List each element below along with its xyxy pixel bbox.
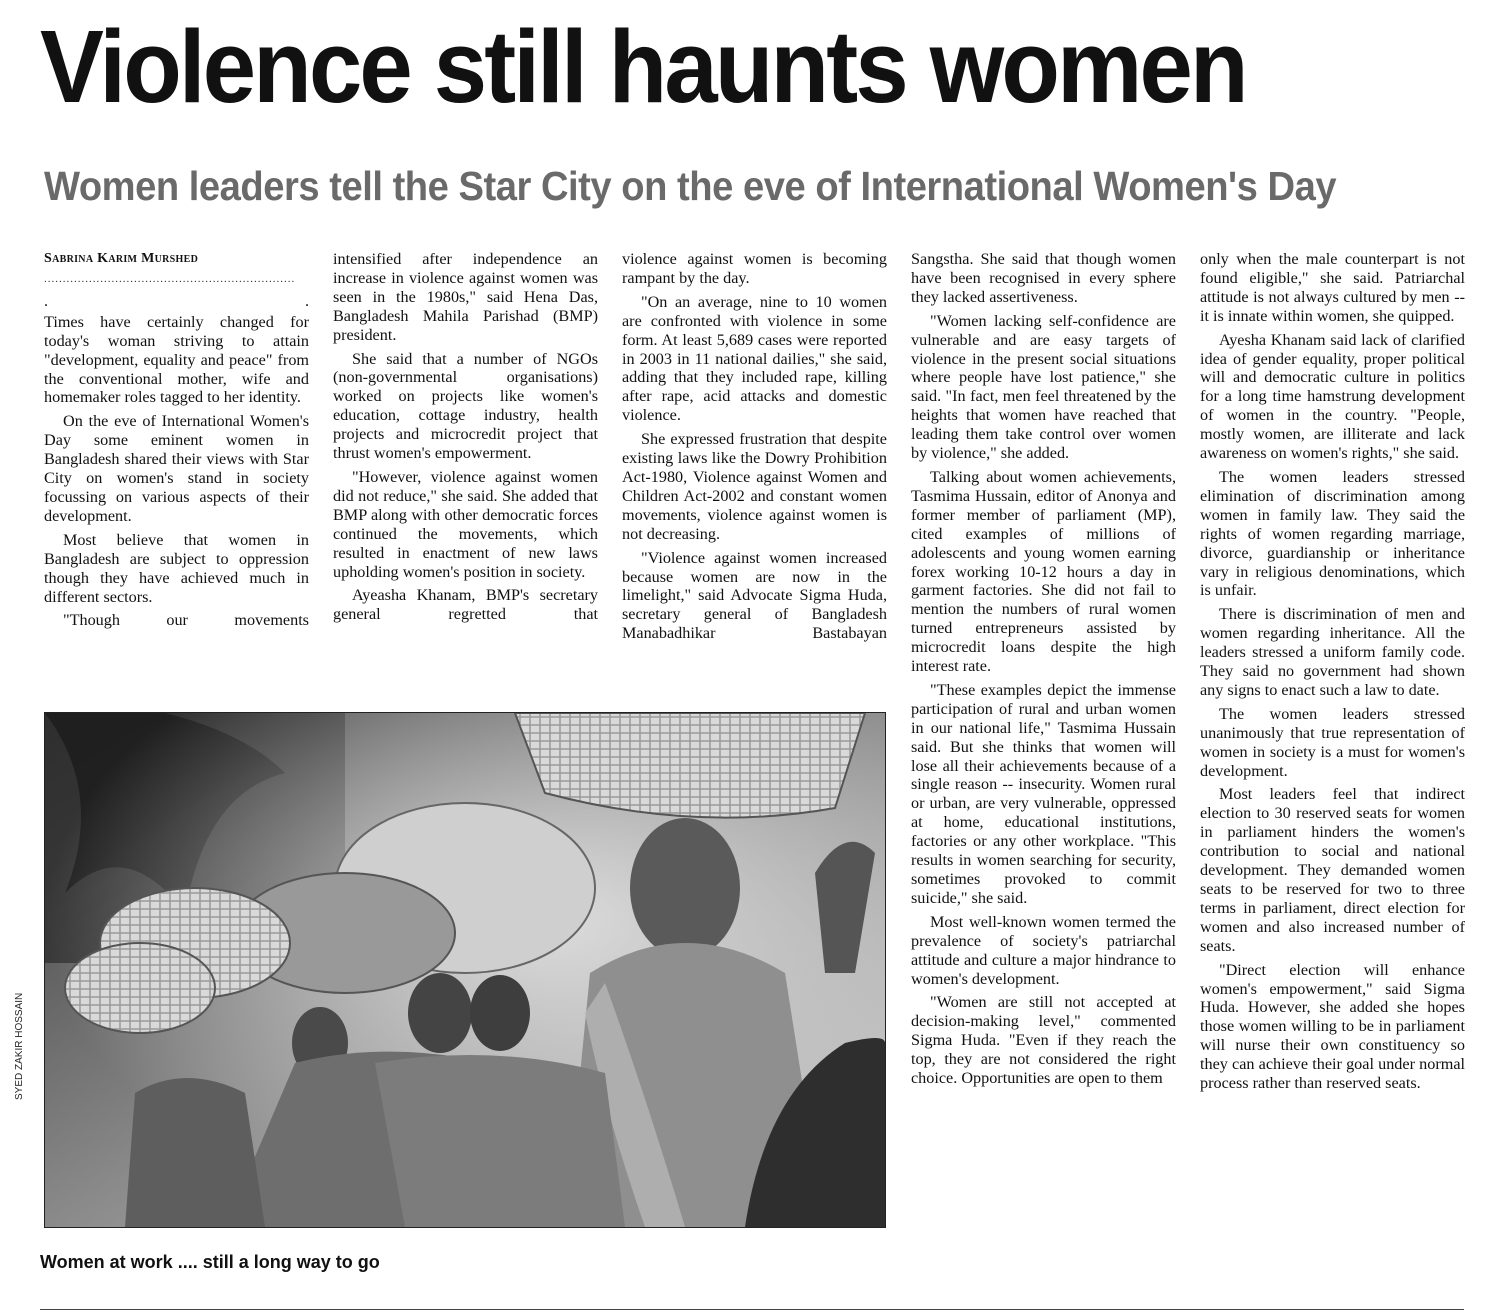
paragraph: The women leaders stressed elimination of discrimination among women in family law. They said the rights of women regarding marriage, divorce, guardianship or inheritance vary in religious denominations, which is unfair. [1200,467,1465,600]
article-column-5 [1200,250,1465,1250]
byline: Sabrina Karim Murshed [44,251,199,266]
photo-credit: SYED ZAKIR HOSSAIN [14,992,25,1100]
paragraph: "However, violence against women did not reduce," she said. She added that BMP along with other democratic forces continued the movements, which resulted in enactment of new laws upholding women's position in society. [333,467,598,581]
photo-illustration [45,713,885,1227]
article-column-2 [333,250,598,705]
paragraph: violence against women is becoming rampant by the day. [622,250,887,287]
paragraph: Most believe that women in Bangladesh are subject to oppression though they have achieved much in different sectors. [44,530,309,606]
paragraph: Times have certainly changed for today's woman striving to attain "development, equality and peace" from the conventional mother, wife and homemaker roles tagged to her identity. [44,312,309,407]
subheadline: Women leaders tell the Star City on the eve of International Women's Day [44,163,1337,209]
paragraph: On the eve of International Women's Day some eminent women in Bangladesh shared their views with Star City on women's stand in society focussing on various aspects of their development. [44,412,309,525]
paragraph: She said that a number of NGOs (non-governmental organisations) worked on projects like women's education, cottage industry, health projects and microcredit project that thrust women's empowerment. [333,349,598,463]
paragraph: There is discrimination of men and women regarding inheritance. All the leaders stressed a uniform family code. They said no government had shown any signs to enact such a law to date. [1200,605,1465,699]
paragraph: "Women are still not accepted at decision-making level," commented Sigma Huda. "Even if they reach the top, they are not considered the right choice. Opportunities are open to them [911,993,1176,1088]
article-column-1 [44,250,309,700]
paragraph: The women leaders stressed unanimously that true representation of women in society is a must for women's development. [1200,704,1465,780]
paragraph: She expressed frustration that despite existing laws like the Dowry Prohibition Act-1980, Violence against Women and Children Act-2002 and constant women movements, violence against women is not decreasing. [622,430,887,543]
paragraph: Ayesha Khanam said lack of clarified idea of gender equality, proper political will and democratic culture in politics for a long time hamstrung development of women in the country. "People, mostly women, are illiterate and lack awareness on women's rights," she said. [1200,330,1465,463]
headline: Violence still haunts women [40,9,1246,124]
article-column-3 [622,250,887,705]
article-column-4 [911,250,1176,1282]
paragraph: Sangstha. She said that though women have been recognised in every sphere they lacked assertiveness. [911,250,1176,306]
paragraph: Talking about women achievements, Tasmima Hussain, editor of Anonya and former member of parliament (MP), cited examples of millions of adolescents and young women earning forex working 10-12 hours a day in garment factories. She did not fail to mention the numbers of rural women turned entrepreneurs assisted by microcredit loans despite the high interest rate. [911,467,1176,676]
paragraph: "Though our movements [63,611,309,630]
paragraph: "Direct election will enhance women's empowerment," said Sigma Huda. However, she added she hopes those women willing to be in parliament will nurse their own constituency so they can achieve their goal under normal process rather than reserved seats. [1200,960,1465,1093]
paragraph: Ayeasha Khanam, BMP's secretary general regretted that [333,586,598,624]
paragraph: "Violence against women increased because women are now in the limelight," said Advocate Sigma Huda, secretary general of Bangladesh Manabadhikar Bastabayan [622,548,887,643]
paragraph: "On an average, nine to 10 women are confronted with violence in some form. At least 5,689 cases were reported in 2003 in 11 national dailies," she said, adding that they included rape, killing after rape, acid attacks and domestic violence. [622,292,887,425]
photo-caption: Women at work .... still a long way to go [40,1252,380,1272]
paragraph: "Women lacking self-confidence are vulnerable and are easy targets of violence in the present social situations where people have lost patience," she said. "In fact, men feel threatened by the heights that women have reached that leading them take control over women by violence," she added. [911,311,1176,463]
paragraph: intensified after independence an increase in violence against women was seen in the 1980s," said Hena Das, Bangladesh Mahila Parishad (BMP) president. [333,250,598,344]
byline-divider: ................................................................... [44,273,296,284]
paragraph: Most leaders feel that indirect election to 30 reserved seats for women in parliament hinders the women's contribution to social and national development. They demanded women seats to be reserved for two to three terms in parliament, direct election for women and also increased number of seats. [1200,785,1465,955]
news-photo [44,712,886,1228]
paragraph: "These examples depict the immense participation of rural and urban women in our national life," Tasmima Hussain said. But she thinks that women will lose all their achievements because of a single reason -- insecurity. Women rural or urban, are very vulnerable, oppressed at home, educational institutions, factories or any other workplace. "This results in women searching for security, sometimes provoked to commit suicide," she said. [911,680,1176,907]
paragraph: Most well-known women termed the prevalence of society's patriarchal attitude and culture a major hindrance to women's development. [911,912,1176,988]
bottom-rule [40,1309,1464,1310]
paragraph: only when the male counterpart is not found eligible," she said. Patriarchal attitude is not always cultured by men -- it is innate within women, she quipped. [1200,250,1465,325]
column-1-marker: . . [44,291,309,310]
